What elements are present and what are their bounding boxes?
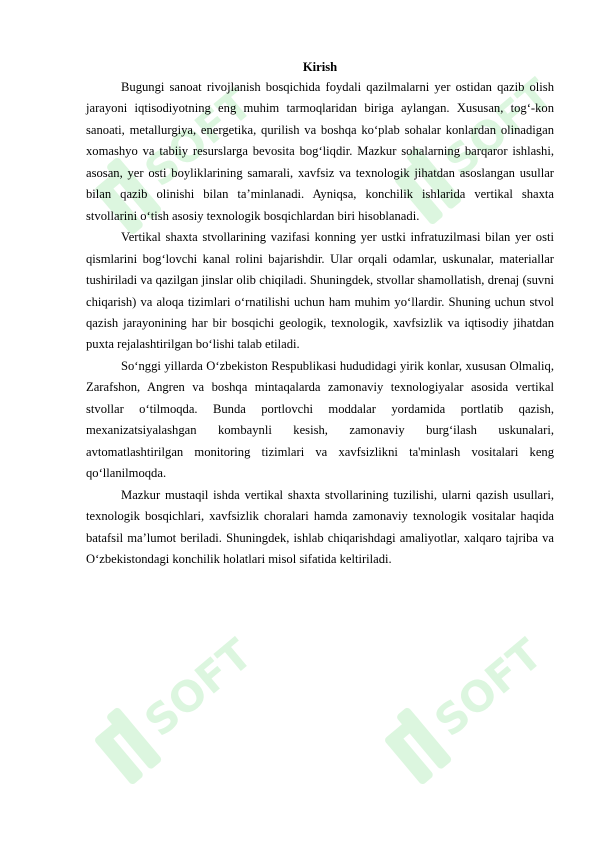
document-body [86,57,554,570]
svg-text:SOFT: SOFT [135,629,250,747]
paragraph-2: Vertikal shaxta stvollarining vazifasi konning yer ustki infratuzilmasi bilan yer osti qismlarini bog‘lovchi kanal rolini bajarishdir. Ular orqali odamlar, uskunalar, materiallar tushiriladi va qazilgan jinslar olib chiqiladi. Shuningdek, stvollar shamollatish, drenaj (suvni chiqarish) va aloqa tizimlari o‘rnatilishi uchun ham muhim yo‘llardir. Shuning uchun stvol qazish jarayonining har bir bosqichi geologik, texnologik, xavfsizlik va iqtisodiy jihatdan puxta rejalashtirilgan bo‘lishi talab etiladi. [86,230,554,352]
svg-text:SOFT: SOFT [425,629,540,747]
svg-text:SOFT: SOFT [135,79,250,197]
svg-text:SOFT: SOFT [435,69,550,187]
paragraph-1: Bugungi sanoat rivojlanish bosqichida foydali qazilmalarni yer ostidan qazib olish jarayoni iqtisodiyotning eng muhim tarmoqlaridan biriga aylangan. Xususan, tog‘-kon sanoati, metallurgiya, energetika, qurilish va boshqa ko‘plab sohalar konlardan olinadigan xomashyo va tabiiy resurslarga bevosita bog‘liqdir. Mazkur sohalarning barqaror ishlashi, asosan, yer osti boyliklarining samarali, xavfsiz va texnologik jihatdan asoslangan usullar bilan qazib olinishi bilan ta’minlanadi. Ayniqsa, konchilik ishlarida vertikal shaxta stvollarini o‘tish asosiy texnologik bosqichlardan biri hisoblanadi. [86,80,554,223]
page-title: Kirish [302,60,338,74]
watermark-logo-icon [360,620,540,800]
paragraph-4: Mazkur mustaqil ishda vertikal shaxta stvollarining tuzilishi, ularni qazish usullari, texnologik bosqichlari, xavfsizlik choralari hamda zamonaviy texnologik vositalar haqida batafsil ma’lumot beriladi. Shuningdek, ishlab chiqarishdagi amaliyotlar, xalqaro tajriba va O‘zbekistondagi konchilik holatlari misol sifatida keltiriladi. [86,487,554,566]
paragraph-3: So‘nggi yillarda O‘zbekiston Respublikasi hududidagi yirik konlar, xususan Olmaliq, Zarafshon, Angren va boshqa mintaqalarda zamonaviy texnologiyalar asosida vertikal stvollar o‘tilmoqda. Bunda portlovchi moddalar yordamida portlatib qazish, mexanizatsiyalashgan kombaynli kesish, zamonaviy burg‘ilash uskunalari, avtomatlashtirilgan monitoring tizimlari va xavfsizlikni ta'minlash vositalari keng qo‘llanilmoqda. [86,358,554,481]
watermark-logo-icon [70,620,250,800]
